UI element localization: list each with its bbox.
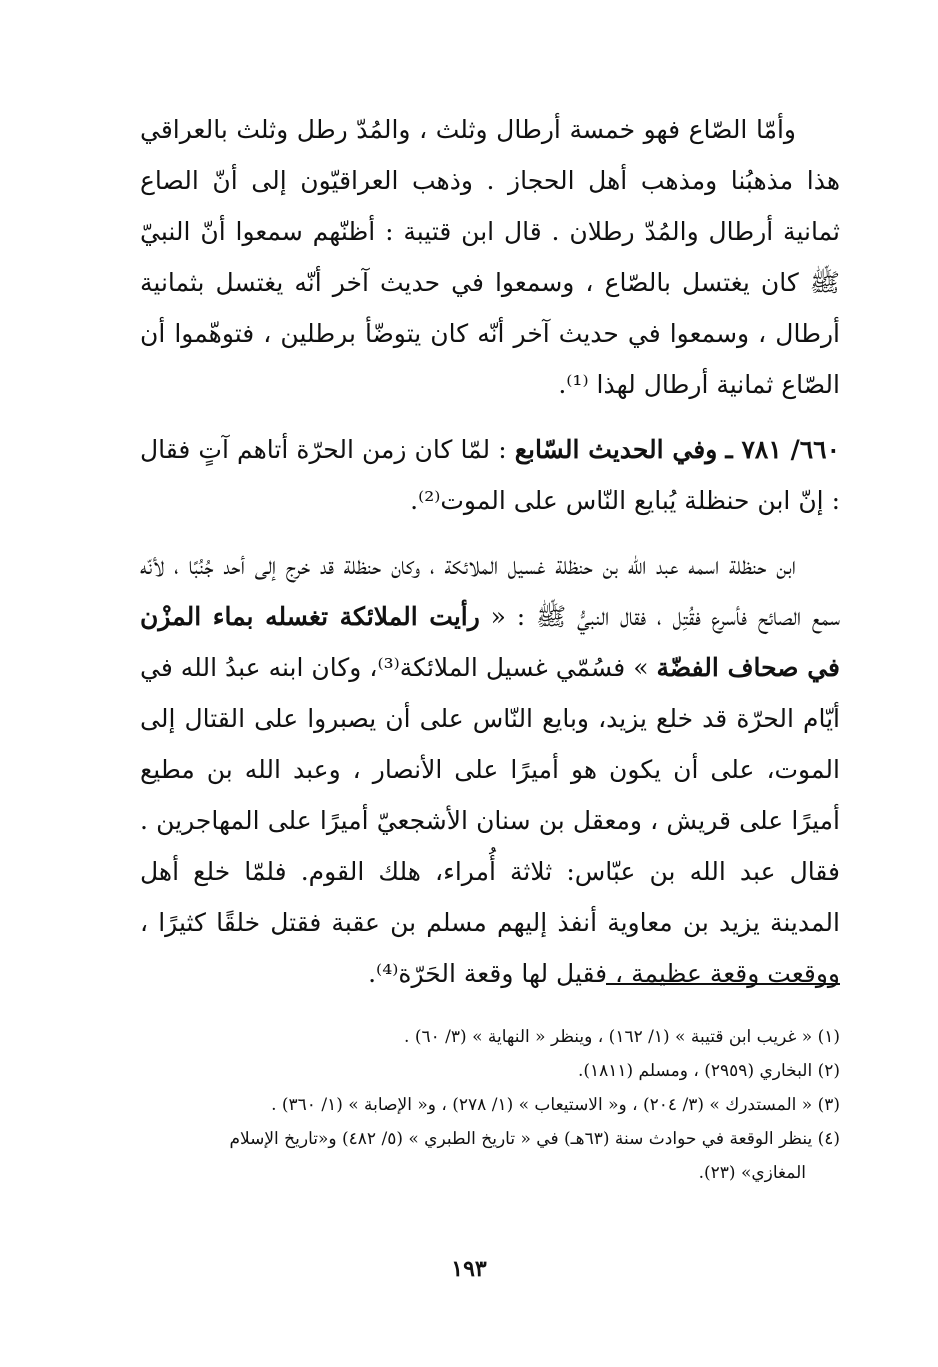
footnotes [140, 1020, 840, 1190]
footnote-4-continuation: المغازي» (٢٣). [698, 1163, 806, 1183]
paragraph-2-text: : لمّا كان زمن الحرّة أتاهم آتٍ فقال : إنّ ابن حنظلة يُبايع النّاس على الموت⁽²⁾. [140, 435, 840, 515]
hadith-number: ٦٦٠/ ٧٨١ ـ [725, 435, 841, 464]
paragraph-1-text: وأمّا الصّاع فهو خمسة أرطال وثلث ، والمُدّ رطل وثلث بالعراقي هذا مذهبُنا ومذهب أهل الحجاز . وذهب العراقيّون إلى أنّ الصاع ثمانية أرطال والمُدّ رطلان . قال ابن قتيبة : أظنّهم سمعوا أنّ النبيّ ﷺ كان يغتسل بالصّاع ، وسمعوا في حديث آخر أنّه يغتسل بثمانية أرطال ، وسمعوا في حديث آخر أنّه كان يتوضّأ برطلين ، فتوهّموا أن الصّاع ثمانية أرطال لهذا ⁽¹⁾. [140, 115, 840, 399]
paragraph-2-hadith [140, 424, 840, 526]
paragraph-3 [140, 540, 840, 999]
paragraph-1 [140, 104, 840, 410]
paragraph-3-after: » فسُمّي غسيل الملائكة⁽³⁾، وكان ابنه عبدُ الله في أيّام الحرّة قد خلع يزيد، وبايع النّاس على أن يصبروا على القتال إلى الموت، على أن يكون هو أميرًا على الأنصار ، وعبد الله بن مطيع أميرًا على قريش ، ومعقل بن سنان الأشجعيّ أميرًا على المهاجرين . فقال عبد الله بن عبّاس: ثلاثة أُمراء، هلك القوم. فلمّا خلع أهل المدينة يزيد بن معاوية أنفذ إليهم مسلم بن عقبة فقتل خلقًا كثيرًا ، ووقعت وقعة عظيمة ، فقيل لها وقعة الحَرّة⁽⁴⁾. [140, 653, 840, 988]
paragraph-3-before: ابن حنظلة اسمه عبد الله بن حنظلة غسيل الملائكة ، وكان حنظلة قد خرج إلى أحد جُنُبًا ، لأنّه سمع الصائح فأسرع فقُتِل ، فقال النبيُّ ﷺ : « [140, 551, 841, 631]
footnote-4: (٤) ينظر الوقعة في حوادث سنة (٦٣هـ) في « تاريخ الطبري » (٥/ ٤٨٢) و«تاريخ الإسلام [229, 1129, 840, 1149]
hadith-quote: رأيت الملائكة تغسله بماء المزْن في صحاف الفضّة [140, 602, 841, 682]
footnote-2: (٢) البخاري (٢٩٥٩) ، ومسلم (١٨١١). [577, 1061, 840, 1081]
page-number: ١٩٣ [451, 1256, 487, 1282]
footnote-1: (١) « غريب ابن قتيبة » (١/ ١٦٢) ، وينظر « النهاية » (٣/ ٦٠) . [404, 1027, 840, 1047]
hadith-heading: وفي الحديث السّابع [514, 435, 718, 464]
footnote-separator [606, 983, 840, 985]
footnote-3: (٣) « المستدرك » (٣/ ٢٠٤) ، و« الاستيعاب » (١/ ٢٧٨) ، و« الإصابة » (١/ ٣٦٠) . [271, 1095, 840, 1115]
main-text [140, 104, 840, 999]
